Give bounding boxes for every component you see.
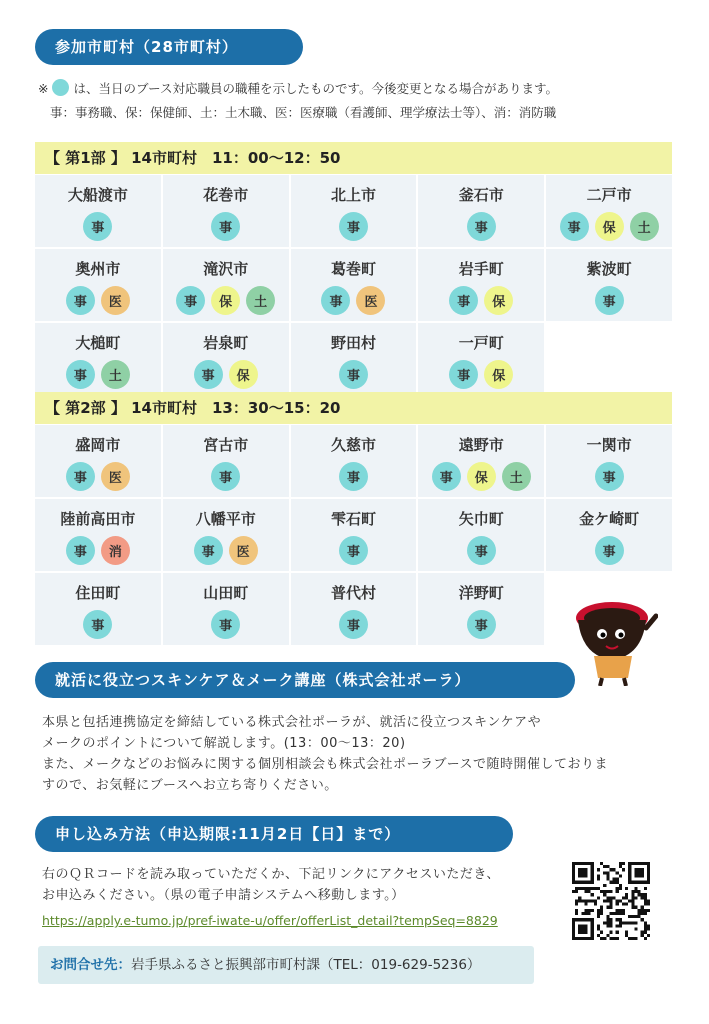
job-type-badge: 事: [339, 360, 368, 389]
job-type-badges: [176, 286, 275, 315]
municipality-cell: [35, 323, 161, 395]
job-type-badge: 医: [229, 536, 258, 565]
municipality-cell: [418, 573, 544, 645]
job-type-badge: 事: [66, 360, 95, 389]
job-type-badge: 土: [502, 462, 531, 491]
municipality-cell: [546, 425, 672, 497]
municipality-name: 奥州市: [75, 260, 121, 278]
municipality-cell: [35, 573, 161, 645]
job-type-badges: [66, 536, 130, 565]
job-type-badge: 事: [339, 536, 368, 565]
job-type-badges: [321, 286, 385, 315]
job-type-badge: 事: [595, 286, 624, 315]
job-type-badges: [83, 610, 112, 639]
job-type-badge: 事: [467, 212, 496, 241]
legend-note-line2: [50, 102, 556, 124]
job-type-badges: [66, 360, 130, 389]
job-type-badge: 事: [194, 360, 223, 389]
section-makeup-title: 就活に役立つスキンケア＆メーク講座（株式会社ポーラ）: [55, 671, 471, 689]
job-type-badge: 事: [449, 286, 478, 315]
job-type-badge: 保: [484, 360, 513, 389]
job-type-badges: [467, 610, 496, 639]
job-type-badge: 事: [560, 212, 589, 241]
section-participants-header: [35, 29, 303, 65]
job-type-badges: [339, 536, 368, 565]
job-type-badges: [432, 462, 531, 491]
note-line2: 事：事務職、保：保健師、土：土木職、医：医療職（看護師、理学療法士等）、消：消防職: [50, 105, 557, 120]
job-type-badge: 事: [321, 286, 350, 315]
job-type-badges: [595, 462, 624, 491]
municipality-name: 大船渡市: [67, 186, 128, 204]
job-type-badges: [339, 212, 368, 241]
job-type-badge: 医: [101, 286, 130, 315]
municipality-cell: [418, 499, 544, 571]
municipality-name: 矢巾町: [458, 510, 504, 528]
makeup-line4: すので、お気軽にブースへお立ち寄りください。: [42, 778, 338, 793]
job-type-badge: 事: [432, 462, 461, 491]
municipality-name: 八幡平市: [195, 510, 256, 528]
job-type-badges: [449, 286, 513, 315]
part2-header-text: 【 第2部 】 14市町村 13：30〜15：20: [45, 399, 341, 417]
job-type-badge: 事: [83, 212, 112, 241]
job-type-badge: 保: [229, 360, 258, 389]
municipality-name: 紫波町: [586, 260, 632, 278]
municipality-name: 久慈市: [330, 436, 376, 454]
municipality-cell: [546, 249, 672, 321]
job-type-badge: 医: [356, 286, 385, 315]
job-type-badge: 保: [467, 462, 496, 491]
makeup-line2: メークのポイントについて解説します。(13：00〜13：20): [42, 736, 406, 751]
municipality-cell: [418, 249, 544, 321]
municipality-name: 陸前高田市: [60, 510, 136, 528]
municipality-cell: [546, 499, 672, 571]
municipality-cell: [418, 175, 544, 247]
municipality-name: 岩手町: [458, 260, 504, 278]
job-type-badge: 事: [66, 462, 95, 491]
job-type-badges: [66, 462, 130, 491]
makeup-line1: 本県と包括連携協定を締結している株式会社ポーラが、就活に役立つスキンケアや: [42, 715, 542, 730]
job-type-badge: 事: [467, 536, 496, 565]
municipality-cell: [163, 249, 289, 321]
job-type-badges: [560, 212, 659, 241]
job-type-badge: 事: [211, 212, 240, 241]
section-participants-title: 参加市町村（28市町村）: [55, 38, 238, 56]
municipality-cell: [291, 323, 417, 395]
note-prefix: ※: [38, 81, 49, 96]
municipality-name: 宮古市: [203, 436, 249, 454]
job-type-badges: [211, 610, 240, 639]
municipality-cell: [163, 499, 289, 571]
mascot-bowl-character-icon: [572, 598, 658, 686]
municipality-cell: [418, 323, 544, 395]
section-application-title: 申し込み方法（申込期限:11月2日【日】まで）: [55, 825, 401, 843]
municipality-name: 大槌町: [75, 334, 121, 352]
municipality-name: 花巻市: [203, 186, 249, 204]
municipality-cell: [418, 425, 544, 497]
municipality-name: 釜石市: [458, 186, 504, 204]
job-type-badge: 事: [595, 462, 624, 491]
municipality-cell: [35, 499, 161, 571]
job-type-badge: 保: [211, 286, 240, 315]
part1-header: [35, 142, 672, 174]
job-type-badges: [211, 212, 240, 241]
municipality-name: 一戸町: [458, 334, 504, 352]
job-type-badge: 事: [339, 610, 368, 639]
municipality-name: 一関市: [586, 436, 632, 454]
municipality-cell: [35, 175, 161, 247]
application-link[interactable]: https://apply.e-tumo.jp/pref-iwate-u/offer/offerList_detail?tempSeq=8829: [42, 913, 498, 928]
contact-label: お問合せ先：: [50, 957, 131, 973]
municipality-cell: [546, 323, 672, 395]
job-type-badge: 事: [339, 212, 368, 241]
municipality-name: 遠野市: [458, 436, 504, 454]
municipality-cell: [35, 249, 161, 321]
job-type-badges: [194, 360, 258, 389]
contact-text: 岩手県ふるさと振興部市町村課（TEL：019-629-5236）: [131, 957, 481, 973]
job-type-badge: 事: [66, 536, 95, 565]
part1-header-text: 【 第1部 】 14市町村 11：00〜12：50: [45, 149, 341, 167]
section-application-header: [35, 816, 513, 852]
job-type-badge: 事: [211, 462, 240, 491]
application-description: [42, 864, 562, 906]
note-line1: は、当日のブース対応職員の職種を示したものです。今後変更となる場合があります。: [73, 81, 558, 96]
job-type-badges: [595, 536, 624, 565]
job-type-badge: 事: [194, 536, 223, 565]
municipality-cell: [163, 573, 289, 645]
municipality-name: 葛巻町: [330, 260, 376, 278]
job-type-badge: 消: [101, 536, 130, 565]
application-line2: お申込みください。（県の電子申請システムへ移動します。）: [42, 888, 405, 903]
job-type-badges: [211, 462, 240, 491]
municipality-cell: [163, 425, 289, 497]
municipality-cell: [291, 249, 417, 321]
job-type-badge: 保: [484, 286, 513, 315]
municipality-name: 金ケ崎町: [579, 510, 640, 528]
job-type-badge: 事: [595, 536, 624, 565]
municipality-name: 滝沢市: [203, 260, 249, 278]
municipality-name: 岩泉町: [203, 334, 249, 352]
job-type-badges: [595, 286, 624, 315]
municipality-cell: [291, 499, 417, 571]
job-type-badges: [449, 360, 513, 389]
section-makeup-header: [35, 662, 575, 698]
job-type-badges: [467, 212, 496, 241]
job-type-badge: 事: [467, 610, 496, 639]
makeup-description: [42, 712, 682, 796]
job-type-badge: 事: [339, 462, 368, 491]
job-type-badge: 土: [630, 212, 659, 241]
municipality-cell: [291, 175, 417, 247]
job-type-badges: [339, 610, 368, 639]
job-type-badges: [66, 286, 130, 315]
municipality-cell: [291, 425, 417, 497]
job-type-badge: 事: [176, 286, 205, 315]
municipality-cell: [291, 573, 417, 645]
municipality-cell: [163, 175, 289, 247]
contact-box: [38, 946, 534, 984]
job-type-badge: 事: [83, 610, 112, 639]
application-line1: 右のＱＲコードを読み取っていただくか、下記リンクにアクセスいただき、: [42, 867, 500, 882]
municipality-cell: [163, 323, 289, 395]
municipality-name: 北上市: [330, 186, 376, 204]
job-type-badge: 土: [246, 286, 275, 315]
municipality-name: 盛岡市: [75, 436, 121, 454]
legend-dot-icon: [52, 79, 69, 96]
part2-header: [35, 392, 672, 424]
job-type-badge: 事: [449, 360, 478, 389]
makeup-line3: また、メークなどのお悩みに関する個別相談会も株式会社ポーラブースで随時開催しておりま: [42, 757, 608, 772]
municipality-name: 二戸市: [586, 186, 632, 204]
part1-municipality-grid: [35, 175, 672, 395]
qr-code-icon[interactable]: [572, 862, 650, 940]
job-type-badges: [83, 212, 112, 241]
job-type-badge: 事: [211, 610, 240, 639]
municipality-name: 山田町: [203, 584, 249, 602]
legend-note: [38, 78, 558, 100]
municipality-name: 洋野町: [458, 584, 504, 602]
municipality-name: 住田町: [75, 584, 121, 602]
job-type-badges: [194, 536, 258, 565]
municipality-cell: [546, 175, 672, 247]
municipality-cell: [35, 425, 161, 497]
job-type-badge: 医: [101, 462, 130, 491]
job-type-badge: 事: [66, 286, 95, 315]
municipality-name: 普代村: [330, 584, 376, 602]
job-type-badges: [467, 536, 496, 565]
job-type-badge: 保: [595, 212, 624, 241]
job-type-badges: [339, 360, 368, 389]
job-type-badge: 土: [101, 360, 130, 389]
municipality-name: 雫石町: [330, 510, 376, 528]
job-type-badges: [339, 462, 368, 491]
municipality-name: 野田村: [330, 334, 376, 352]
